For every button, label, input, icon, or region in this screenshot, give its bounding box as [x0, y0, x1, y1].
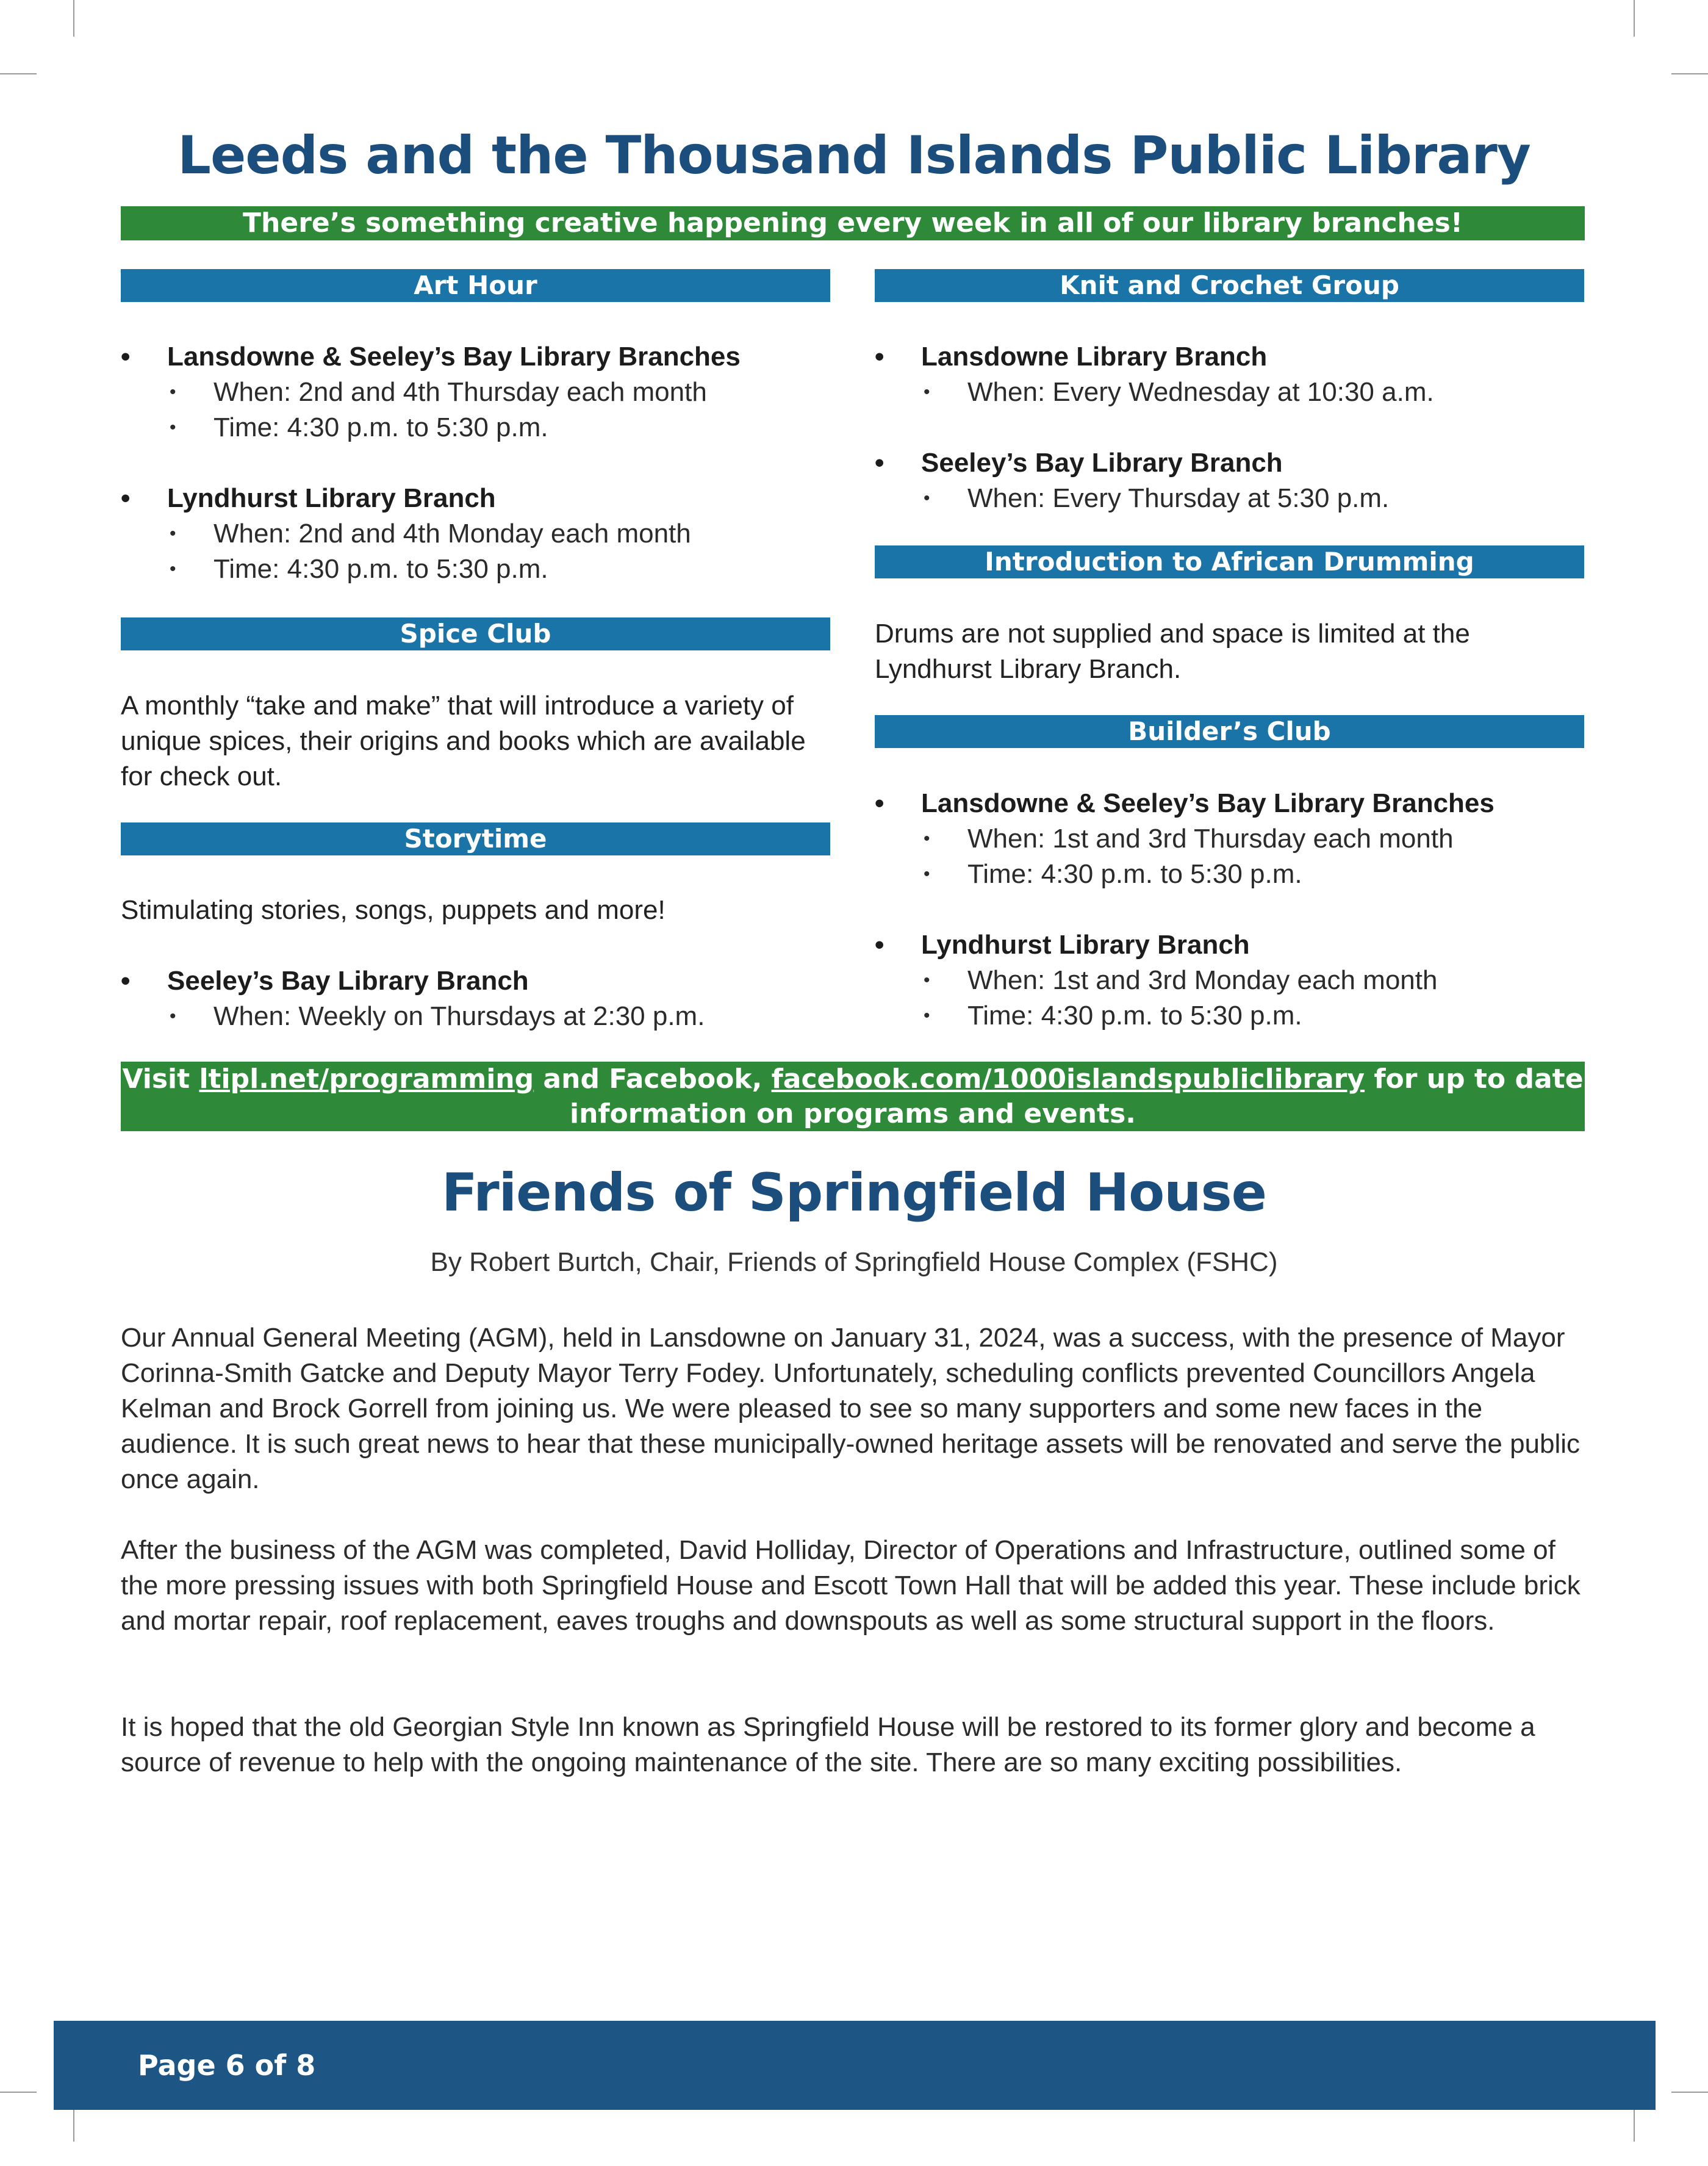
- list-subitem: • When: Every Wednesday at 10:30 a.m.: [924, 377, 1434, 407]
- detail-text: When: Weekly on Thursdays at 2:30 p.m.: [214, 1001, 705, 1031]
- builders-club-heading: Builder’s Club: [875, 715, 1584, 748]
- springfield-title: Friends of Springfield House: [442, 1162, 1266, 1223]
- crop-mark: [73, 2105, 74, 2142]
- detail-text: When: Every Thursday at 5:30 p.m.: [967, 483, 1390, 513]
- knit-crochet-list: [875, 339, 1584, 516]
- visit-text: Visit: [122, 1063, 199, 1095]
- drumming-text: [875, 616, 1584, 687]
- branch-name: Lansdowne & Seeley’s Bay Library Branches: [921, 788, 1494, 818]
- body-text: Stimulating stories, songs, puppets and more!: [121, 895, 666, 925]
- spice-club-heading: Spice Club: [121, 617, 830, 650]
- visit-text: and Facebook,: [534, 1063, 772, 1095]
- list-item: • Lansdowne & Seeley’s Bay Library Branches: [875, 788, 1494, 818]
- crop-mark: [1634, 2105, 1635, 2142]
- list-subitem: • Time: 4:30 p.m. to 5:30 p.m.: [170, 412, 548, 442]
- byline: By Robert Burtch, Chair, Friends of Springfield House Complex (FSHC): [430, 1247, 1278, 1277]
- list-subitem: • When: 1st and 3rd Thursday each month: [924, 824, 1454, 854]
- list-item: • Lyndhurst Library Branch: [875, 930, 1250, 960]
- crop-mark: [73, 0, 74, 37]
- detail-text: Time: 4:30 p.m. to 5:30 p.m.: [214, 554, 548, 584]
- list-subitem: • When: 2nd and 4th Thursday each month: [170, 377, 707, 407]
- branch-name: Seeley’s Bay Library Branch: [921, 448, 1283, 478]
- branch-name: Lyndhurst Library Branch: [167, 483, 496, 513]
- programming-link[interactable]: ltipl.net/programming: [199, 1063, 534, 1095]
- crop-mark: [0, 2092, 37, 2093]
- art-hour-heading: Art Hour: [121, 269, 830, 302]
- crop-mark: [1634, 0, 1635, 37]
- list-subitem: • Time: 4:30 p.m. to 5:30 p.m.: [170, 554, 548, 584]
- article-paragraph: It is hoped that the old Georgian Style Inn known as Springfield House will be restored to its former glory and become a source of revenue to help with the ongoing maintenance of the site. There are so many exciting possibilities.: [121, 1712, 1535, 1777]
- page-footer: [54, 2021, 1656, 2110]
- list-item: • Seeley’s Bay Library Branch: [875, 448, 1283, 478]
- list-subitem: • When: 1st and 3rd Monday each month: [924, 965, 1438, 995]
- detail-text: When: 2nd and 4th Thursday each month: [214, 377, 707, 407]
- list-item: • Lansdowne & Seeley’s Bay Library Branches: [121, 342, 741, 372]
- list-item: • Lyndhurst Library Branch: [121, 483, 496, 513]
- detail-text: When: 2nd and 4th Monday each month: [214, 519, 691, 549]
- list-subitem: • When: Every Thursday at 5:30 p.m.: [924, 483, 1390, 513]
- drumming-heading: Introduction to African Drumming: [875, 545, 1584, 578]
- facebook-link[interactable]: facebook.com/1000islandspubliclibrary: [771, 1063, 1365, 1095]
- branch-name: Seeley’s Bay Library Branch: [167, 966, 529, 996]
- branch-name: Lansdowne Library Branch: [921, 342, 1268, 372]
- list-subitem: • When: 2nd and 4th Monday each month: [170, 519, 691, 549]
- list-item: • Lansdowne Library Branch: [875, 342, 1268, 372]
- article-paragraph: After the business of the AGM was completed, David Holliday, Director of Operations and Infrastructure, outlined some of the more pressing issues with both Springfield House and Escott Town Hall that will be added this year. These include brick and mortar repair, roof replacement, eaves troughs and downspouts as well as some structural support in the floors.: [121, 1535, 1581, 1636]
- list-subitem: • Time: 4:30 p.m. to 5:30 p.m.: [924, 1001, 1302, 1031]
- detail-text: When: 1st and 3rd Monday each month: [967, 965, 1438, 995]
- library-title: Leeds and the Thousand Islands Public Library: [178, 125, 1530, 186]
- crop-mark: [1671, 2092, 1708, 2093]
- knit-crochet-heading: Knit and Crochet Group: [875, 269, 1584, 302]
- visit-text: for up to date information on programs and events.: [570, 1063, 1584, 1129]
- visit-banner: [121, 1062, 1585, 1131]
- article-paragraph: Our Annual General Meeting (AGM), held in Lansdowne on January 31, 2024, was a success, with the presence of Mayor Corinna-Smith Gatcke and Deputy Mayor Terry Fodey. Unfortunately, scheduling conflicts prevented Councillors Angela Kelman and Brock Gorrell from joining us. We were pleased to see so many supporters and some new faces in the audience. It is such great news to hear that these municipally-owned heritage assets will be renovated and serve the public once again.: [121, 1323, 1581, 1494]
- list-subitem: • When: Weekly on Thursdays at 2:30 p.m.: [170, 1001, 705, 1031]
- crop-mark: [0, 73, 37, 74]
- storytime-heading: Storytime: [121, 822, 830, 855]
- art-hour-list: [121, 339, 830, 587]
- list-subitem: • Time: 4:30 p.m. to 5:30 p.m.: [924, 859, 1302, 889]
- crop-mark: [1671, 73, 1708, 74]
- library-tagline: There’s something creative happening every week in all of our library branches!: [121, 206, 1585, 240]
- detail-text: Time: 4:30 p.m. to 5:30 p.m.: [967, 859, 1302, 889]
- branch-name: Lansdowne & Seeley’s Bay Library Branches: [167, 342, 741, 372]
- builders-club-list: [875, 786, 1584, 1034]
- detail-text: Time: 4:30 p.m. to 5:30 p.m.: [214, 412, 548, 442]
- detail-text: Time: 4:30 p.m. to 5:30 p.m.: [967, 1001, 1302, 1031]
- body-text: A monthly “take and make” that will introduce a variety of unique spices, their origins and books which are available for check out.: [121, 691, 806, 791]
- branch-name: Lyndhurst Library Branch: [921, 930, 1250, 960]
- storytime-block: [121, 893, 830, 1034]
- body-text: Drums are not supplied and space is limited at the Lyndhurst Library Branch.: [875, 619, 1470, 684]
- list-item: • Seeley’s Bay Library Branch: [121, 966, 529, 996]
- detail-text: When: 1st and 3rd Thursday each month: [967, 824, 1454, 854]
- page-number: Page 6 of 8: [138, 2049, 316, 2082]
- spice-club-text: [121, 688, 830, 794]
- detail-text: When: Every Wednesday at 10:30 a.m.: [967, 377, 1434, 407]
